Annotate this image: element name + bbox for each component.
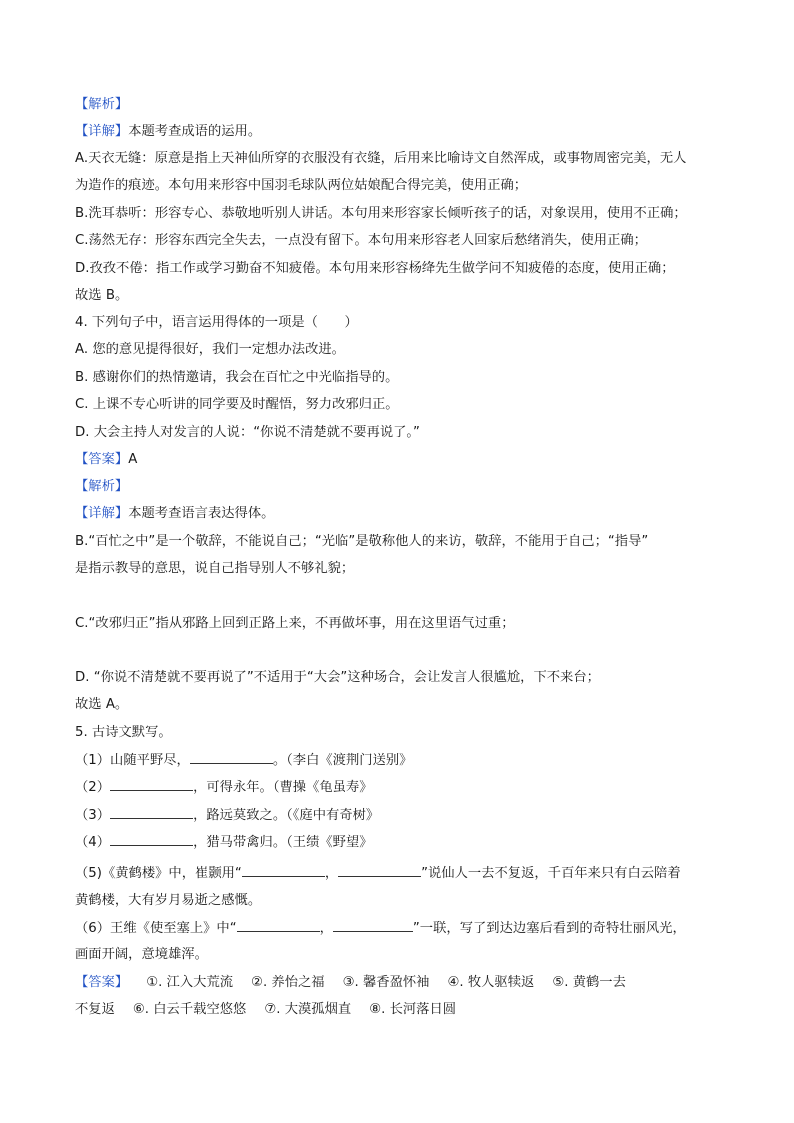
q5-item-1 <box>75 751 725 770</box>
q5-item-6-prefix: （6）王维《使至塞上》中“ <box>75 921 237 936</box>
q4-option-d: D. 大会主持人对发言的人说：“你说不清楚就不要再说了。” <box>75 425 420 440</box>
q4-answer <box>75 451 725 469</box>
q5-item-6-comma: ， <box>319 921 333 936</box>
q5-item-5-prefix: （5)《黄鹤楼》中，崔颢用“ <box>75 866 242 881</box>
q4-option-b: B. 感谢你们的热情邀请，我会在百忙之中光临指导的。 <box>75 370 399 385</box>
q5-answer-6: ⑥. 白云千载空悠悠 <box>132 1002 247 1017</box>
q3-conclusion: 故选 B。 <box>75 288 129 303</box>
q5-answer-3: ③. 馨香盈怀袖 <box>342 975 430 990</box>
q5-item-5-comma: ， <box>324 866 339 881</box>
q5-item-5-suffix: ”说仙人一去不复返，千百年来只有白云陪着 <box>421 866 681 881</box>
q5-answer-5-continued: 不复返 <box>75 1002 115 1017</box>
q5-item-2-prefix: （2） <box>75 780 111 795</box>
q5-item-6-blank-1 <box>237 919 320 932</box>
q4-answer-value: A <box>128 452 138 467</box>
q5-item-5-line1 <box>75 864 725 883</box>
q5-answers-line2 <box>75 1001 725 1019</box>
q5-item-4-blank <box>110 833 193 846</box>
q5-answer-5: ⑤. 黄鹤一去 <box>552 975 626 990</box>
q5-item-4-suffix: ，猎马带禽归。（王绩《野望》 <box>193 835 373 850</box>
q5-item-2-blank <box>110 778 193 791</box>
q4-analysis-d: D. “你说不清楚就不要再说了”不适用于“大会”这种场合，会让发言人很尴尬，下不来台； <box>75 670 600 685</box>
q3-option-c: C.荡然无存：形容东西完全失去，一点没有留下。本句用来形容老人回家后愁绪消失，使用正确； <box>75 233 647 248</box>
q4-answer-tag: 【答案】 <box>75 452 129 467</box>
q4-analysis-c: C.“改邪归正”指从邪路上回到正路上来，不再做坏事，用在这里语气过重； <box>75 616 515 631</box>
q3-option-a-line2: 为造作的痕迹。本句用来形容中国羽毛球队两位姑娘配合得完美，使用正确； <box>75 178 528 193</box>
q5-item-6-line2: 画面开阔，意境雄浑。 <box>75 947 208 962</box>
q3-option-d: D.孜孜不倦：指工作或学习勤奋不知疲倦。本句用来形容杨绛先生做学问不知疲倦的态度，使用正确； <box>75 261 675 276</box>
q5-item-2-suffix: ，可得永年。（曹操《龟虽寿》 <box>193 780 373 795</box>
q5-item-2 <box>75 778 725 797</box>
q4-detail <box>75 505 725 523</box>
q5-item-1-suffix: 。（李白《渡荆门送别》 <box>272 753 413 768</box>
q5-stem: 5. 古诗文默写。 <box>75 725 172 740</box>
q3-analysis-tag: 【解析】 <box>75 97 129 112</box>
q4-analysis-b-line2: 是指示教导的意思，说自己指导别人不够礼貌； <box>75 561 355 576</box>
q3-detail <box>75 123 725 141</box>
q5-item-5-blank-2 <box>338 864 421 877</box>
q3-option-b: B.洗耳恭听：形容专心、恭敬地听别人讲话。本句用来形容家长倾听孩子的话，对象误用，使用不正确； <box>75 206 687 221</box>
q5-answer-4: ④. 牧人驱犊返 <box>447 975 535 990</box>
q5-item-6-suffix: ”一联，写了到达边塞后看到的奇特壮丽风光， <box>412 921 686 936</box>
q3-detail-tag: 【详解】 <box>75 124 129 139</box>
q5-item-3 <box>75 806 725 825</box>
q5-item-4 <box>75 833 725 852</box>
q5-answer-tag: 【答案】 <box>75 975 129 990</box>
q3-option-a-line1: A.天衣无缝：原意是指上天神仙所穿的衣服没有衣缝，后用来比喻诗文自然浑成，或事物周密完美，无人 <box>75 151 687 166</box>
q4-option-a: A. 您的意见提得很好，我们一定想办法改进。 <box>75 342 345 357</box>
q5-answer-2: ②. 养怡之福 <box>251 975 325 990</box>
q5-answers-line1 <box>75 974 725 992</box>
q5-item-3-prefix: （3） <box>75 808 111 823</box>
q5-item-5-line2: 黄鹤楼，大有岁月易逝之感慨。 <box>75 893 262 908</box>
q5-item-3-suffix: ，路远莫致之。（《庭中有奇树》 <box>193 808 380 823</box>
q4-conclusion: 故选 A。 <box>75 697 129 712</box>
q5-item-6-blank-2 <box>333 919 413 932</box>
q4-detail-tag: 【详解】 <box>75 506 129 521</box>
q5-item-1-prefix: （1）山随平野尽， <box>75 753 190 768</box>
q5-item-5-blank-1 <box>242 864 325 877</box>
q5-item-1-blank <box>190 751 273 764</box>
q5-answer-7: ⑦. 大漠孤烟直 <box>264 1002 352 1017</box>
q4-option-c: C. 上课不专心听讲的同学要及时醒悟，努力改邪归正。 <box>75 397 399 412</box>
q3-detail-text: 本题考查成语的运用。 <box>128 124 262 139</box>
q5-answer-1: ①. 江入大荒流 <box>146 975 234 990</box>
q4-detail-text: 本题考查语言表达得体。 <box>128 506 275 521</box>
q5-answer-8: ⑧. 长河落日圆 <box>369 1002 457 1017</box>
q5-item-3-blank <box>110 806 193 819</box>
q4-analysis-tag: 【解析】 <box>75 479 129 494</box>
q4-stem: 4. 下列句子中，语言运用得体的一项是（ ） <box>75 315 358 330</box>
q4-analysis-b-line1: B.“百忙之中”是一个敬辞，不能说自己；“光临”是敬称他人的来访，敬辞，不能用于自己；“指导” <box>75 534 649 549</box>
q5-item-4-prefix: （4） <box>75 835 111 850</box>
q5-item-6-line1 <box>75 919 725 938</box>
